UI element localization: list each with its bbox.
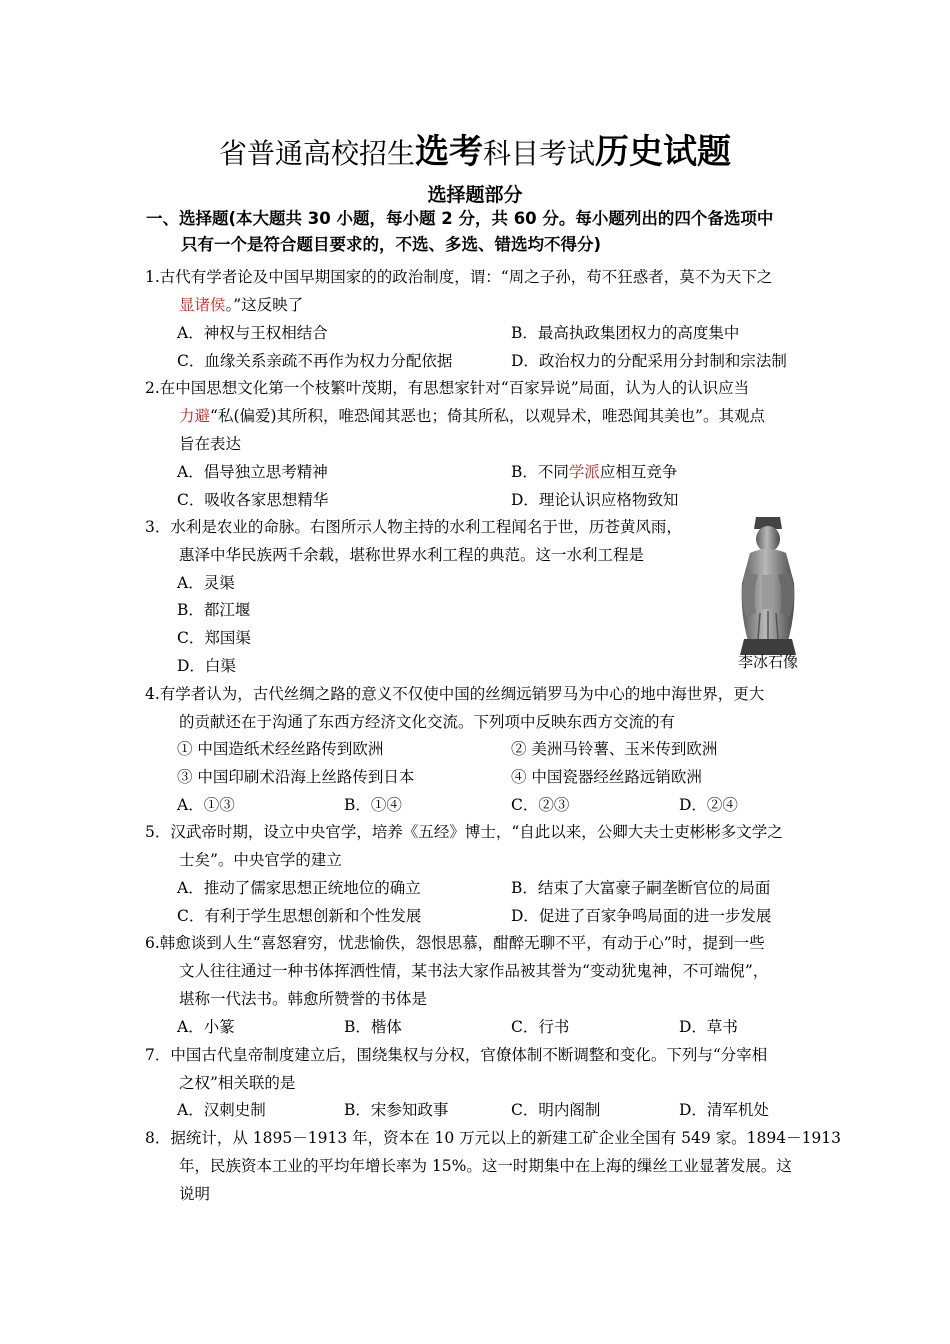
q4-item-1: ① 中国造纸术经丝路传到欧洲 (177, 740, 384, 758)
q5-option-b: B．结束了大富豪子嗣垄断官位的局面 (511, 879, 771, 897)
q2-option-b-highlight: 学派 (568, 463, 600, 481)
q6-option-d: D．草书 (679, 1018, 738, 1036)
q2-highlight: 力避 (179, 407, 211, 425)
q7-option-a: A．汉刺史制 (177, 1101, 266, 1119)
q1-stem-line-1: 1.古代有学者论及中国早期国家的的政治制度，谓：“周之子孙，苟不狂惑者，莫不为天下之 (145, 268, 773, 286)
q3-stem-line-1: 3．水利是农业的命脉。右图所示人物主持的水利工程闻名于世，历苍黄风雨， (145, 518, 682, 536)
q5-option-a: A．推动了儒家思想正统地位的确立 (177, 879, 421, 897)
q4-stem-line-2: 的贡献还在于沟通了东西方经济文化交流。下列项中反映东西方交流的有 (179, 713, 676, 731)
title-part-3: 科目考试 (483, 137, 596, 170)
q6-option-a: A．小篆 (177, 1018, 235, 1036)
q4-option-c: C．②③ (511, 796, 570, 814)
q2-option-b-post: 应相互竞争 (599, 463, 678, 481)
q6-option-b: B．楷体 (344, 1018, 402, 1036)
section-subtitle: 选择题部分 (427, 184, 523, 206)
q1-option-a: A．神权与王权相结合 (177, 324, 328, 342)
q4-option-b: B．①④ (344, 796, 402, 814)
q4-item-4: ④ 中国瓷器经丝路远销欧洲 (511, 768, 702, 786)
q3-option-d: D．白渠 (177, 657, 236, 675)
q2-stem-line-3: 旨在表达 (179, 435, 242, 453)
q7-stem-line-1: 7．中国古代皇帝制度建立后，围绕集权与分权，官僚体制不断调整和变化。下列与“分宰相 (145, 1046, 768, 1064)
q6-stem-line-3: 堪称一代法书。韩愈所赞誉的书体是 (179, 990, 428, 1008)
q5-stem-line-2: 士矣”。中央官学的建立 (179, 851, 342, 869)
title-part-2: 选考 (415, 132, 483, 172)
q7-option-d: D．清军机处 (679, 1101, 769, 1119)
title-part-1: 省普通高校招生 (218, 137, 415, 170)
q2-stem-rest: “私(偏爱)其所积，唯恐闻其恶也；倚其所私，以观异术，唯恐闻其美也”。其观点 (210, 407, 765, 425)
statue-caption: 李冰石像 (737, 653, 798, 671)
q5-option-d: D．促进了百家争鸣局面的进一步发展 (511, 907, 772, 925)
q7-stem-line-2: 之权”相关联的是 (179, 1074, 296, 1092)
q2-option-c: C．吸收各家思想精华 (177, 491, 329, 509)
q4-item-3: ③ 中国印刷术沿海上丝路传到日本 (177, 768, 415, 786)
q2-stem-line-2 (179, 406, 765, 426)
q6-stem-line-1: 6.韩愈谈到人生“喜怒窘穷，忧悲愉佚，怨恨思慕，酣醉无聊不平，有动于心”时，提到一些 (145, 934, 765, 952)
q6-option-c: C．行书 (511, 1018, 570, 1036)
q2-option-d: D．理论认识应格物致知 (511, 491, 679, 509)
q1-stem-rest: 。”这反映了 (225, 296, 304, 314)
q7-option-c: C．明内阁制 (511, 1101, 601, 1119)
q4-option-a: A．①③ (177, 796, 235, 814)
q7-option-b: B．宋参知政事 (344, 1101, 449, 1119)
li-bing-statue-image (722, 513, 814, 658)
q1-option-c: C．血缘关系亲疏不再作为权力分配依据 (177, 352, 453, 370)
q1-option-b: B．最高执政集团权力的高度集中 (511, 324, 740, 342)
q1-highlight: 显诸侯 (179, 296, 226, 314)
q4-item-2: ② 美洲马铃薯、玉米传到欧洲 (511, 740, 718, 758)
q2-option-a: A．倡导独立思考精神 (177, 463, 328, 481)
q8-stem-line-1: 8．据统计，从 1895－1913 年，资本在 10 万元以上的新建工矿企业全国有 549 家。1894－1913 (145, 1129, 842, 1147)
q4-stem-line-1: 4.有学者认为，古代丝绸之路的意义不仅使中国的丝绸远销罗马为中心的地中海世界，更大 (145, 685, 765, 703)
q6-stem-line-2: 文人往往通过一种书体挥洒性情，某书法大家作品被其誉为“变动犹鬼神，不可端倪”， (179, 962, 769, 980)
section-instructions-line-1: 一、选择题(本大题共 30 小题，每小题 2 分，共 60 分。每小题列出的四个备选项中 (146, 209, 774, 228)
title-part-4: 历史试题 (595, 132, 732, 172)
q1-option-d: D．政治权力的分配采用分封制和宗法制 (511, 352, 787, 370)
q8-stem-line-3: 说明 (179, 1185, 211, 1203)
page-title (0, 132, 950, 174)
q2-option-b-pre: B．不同 (511, 463, 569, 481)
q4-option-d: D．②④ (679, 796, 738, 814)
q1-stem-line-2 (179, 295, 303, 315)
q5-stem-line-1: 5．汉武帝时期，设立中央官学，培养《五经》博士，“自此以来，公卿大夫士吏彬彬多文学之 (145, 823, 783, 841)
section-instructions-line-2: 只有一个是符合题目要求的，不选、多选、错选均不得分) (181, 235, 602, 254)
q3-stem-line-2: 惠泽中华民族两千余载，堪称世界水利工程的典范。这一水利工程是 (179, 546, 645, 564)
q2-stem-line-1: 2.在中国思想文化第一个枝繁叶茂期，有思想家针对“百家异说”局面，认为人的认识应当 (145, 379, 750, 397)
q3-option-c: C．郑国渠 (177, 629, 251, 647)
q3-option-a: A．灵渠 (177, 574, 235, 592)
q3-option-b: B．都江堰 (177, 601, 251, 619)
q5-option-c: C．有利于学生思想创新和个性发展 (177, 907, 422, 925)
q8-stem-line-2: 年，民族资本工业的平均年增长率为 15%。这一时期集中在上海的缫丝工业显著发展。这 (179, 1157, 792, 1175)
q2-option-b (511, 462, 677, 482)
